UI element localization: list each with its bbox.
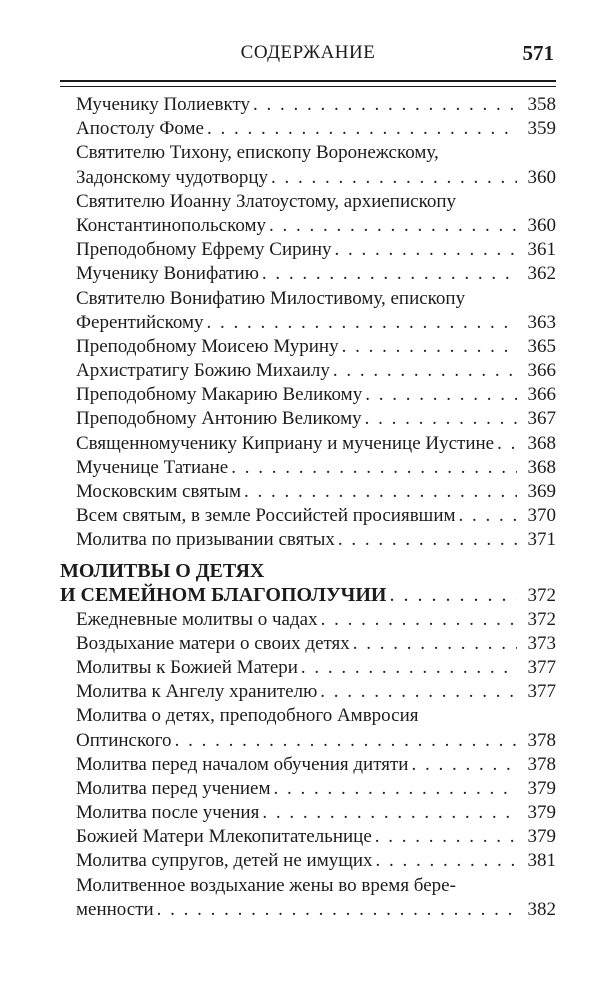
section-title-text: МОЛИТВЫ О ДЕТЯХ [60, 559, 265, 582]
entry-page-number: 373 [527, 632, 556, 654]
entry-title-text: Константинопольскому [76, 214, 267, 236]
page-number: 571 [522, 41, 554, 65]
toc-entry [60, 608, 556, 632]
toc-entry [60, 777, 556, 801]
entry-page-number: 366 [527, 360, 556, 382]
toc-entry [60, 190, 556, 238]
toc-line [60, 825, 556, 849]
toc-line [60, 480, 556, 504]
toc-line [60, 335, 556, 359]
entry-title-text: Мученику Полиевкту [76, 94, 251, 115]
entry-title-text: Ежедневные молитвы о чадах [76, 608, 318, 630]
toc-line [60, 559, 556, 584]
toc-line [60, 898, 556, 922]
toc-entry [60, 680, 556, 704]
entry-title-text: Преподобному Моисею Мурину [76, 335, 339, 357]
dot-leader [274, 777, 517, 801]
toc-entry [60, 656, 556, 680]
entry-page-number: 371 [527, 529, 556, 551]
dot-leader [207, 117, 517, 141]
section-title-text: И СЕМЕЙНОМ БЛАГОПОЛУЧИИ [60, 584, 387, 607]
entry-title-text: Преподобному Ефрему Сирину [76, 239, 332, 261]
toc-entry [60, 704, 556, 752]
dot-leader [271, 166, 517, 190]
entry-title-text: Преподобному Макарию Великому [76, 384, 363, 406]
entry-page-number: 382 [527, 898, 556, 920]
entry-title-text: Преподобному Антонию Великому [76, 408, 362, 430]
dot-leader [376, 849, 517, 873]
entry-title-text: Оптинского [76, 729, 172, 751]
toc-line [60, 141, 556, 165]
toc-entry [60, 407, 556, 431]
toc-line [60, 528, 556, 552]
entry-title-text: Архистратигу Божию Михаилу [76, 360, 330, 382]
dot-leader [321, 608, 517, 632]
toc-entry [60, 93, 556, 117]
entry-title-text: Святителю Вонифатию Милостивому, епископу [76, 287, 466, 309]
toc-line [60, 383, 556, 407]
toc-entry [60, 287, 556, 335]
toc-line [60, 432, 556, 456]
page-header [60, 38, 556, 74]
entry-title-text: Молитвенное воздыхание жены во время бере- [76, 874, 456, 896]
entry-page-number: 359 [527, 118, 556, 140]
toc-entry [60, 632, 556, 656]
entry-page-number: 369 [527, 481, 556, 502]
dot-leader [375, 825, 517, 849]
entry-page-number: 368 [527, 456, 556, 478]
toc-entry [60, 335, 556, 359]
toc-line [60, 632, 556, 656]
toc-line [60, 359, 556, 383]
dot-leader [365, 407, 517, 431]
entry-title-text: Задонскому чудотворцу [76, 166, 268, 188]
toc-line [60, 583, 556, 608]
toc-entry [60, 456, 556, 480]
toc-entry [60, 432, 556, 456]
dot-leader [269, 214, 517, 238]
entry-page-number: 377 [527, 681, 556, 703]
entry-page-number: 378 [527, 753, 556, 775]
toc-line [60, 777, 556, 801]
dot-leader [253, 93, 517, 117]
toc-entry [60, 504, 556, 528]
toc-line [60, 656, 556, 680]
entry-title-text: Мученику Вонифатию [76, 263, 259, 285]
entry-page-number: 368 [527, 432, 556, 454]
entry-title-text: менности [76, 898, 154, 920]
toc-entry [60, 528, 556, 552]
toc-line [60, 407, 556, 431]
entry-title-text: Молитва после учения [76, 802, 260, 824]
entry-title-text: Молитва перед началом обучения дитяти [76, 753, 409, 775]
toc-entry [60, 801, 556, 825]
toc-line [60, 238, 556, 262]
dot-leader [207, 311, 517, 335]
dot-leader [353, 632, 517, 656]
toc-line [60, 849, 556, 873]
toc-entry [60, 383, 556, 407]
toc-entry [60, 480, 556, 504]
table-of-contents [60, 93, 556, 922]
toc-entry [60, 359, 556, 383]
header-rule-thin [60, 86, 556, 87]
toc-line [60, 753, 556, 777]
toc-line [60, 117, 556, 141]
entry-page-number: 379 [527, 802, 556, 824]
toc-entry [60, 753, 556, 777]
dot-leader [175, 729, 517, 753]
entry-title-text: Молитва супругов, детей не имущих [76, 850, 373, 872]
dot-leader [244, 480, 517, 504]
entry-page-number: 381 [527, 850, 556, 872]
dot-leader [262, 801, 517, 825]
dot-leader [389, 583, 517, 608]
dot-leader [333, 359, 517, 383]
toc-line [60, 729, 556, 753]
entry-page-number: 363 [527, 311, 556, 333]
toc-entry [60, 141, 556, 189]
dot-leader [157, 898, 517, 922]
toc-line [60, 166, 556, 190]
dot-leader [459, 504, 517, 528]
dot-leader [262, 262, 517, 286]
toc-line [60, 801, 556, 825]
dot-leader [335, 238, 518, 262]
entry-title-text: Воздыхание матери о своих детях [76, 632, 350, 654]
page-title: СОДЕРЖАНИЕ [240, 42, 376, 63]
toc-line [60, 214, 556, 238]
entry-page-number: 362 [527, 263, 556, 285]
toc-entry [60, 849, 556, 873]
entry-title-text: Апостолу Фоме [76, 118, 204, 140]
entry-page-number: 372 [527, 585, 556, 607]
toc-entry [60, 874, 556, 922]
toc-line [60, 93, 556, 117]
entry-page-number: 377 [527, 656, 556, 678]
dot-leader [320, 680, 517, 704]
toc-entry [60, 238, 556, 262]
entry-page-number: 370 [527, 505, 556, 527]
toc-line [60, 190, 556, 214]
entry-page-number: 367 [527, 408, 556, 430]
entry-page-number: 378 [527, 729, 556, 751]
entry-title-text: Молитва о детях, преподобного Амвросия [76, 705, 419, 727]
entry-title-text: Священномученику Киприану и мученице Иустине [76, 432, 495, 454]
section-heading [60, 559, 556, 608]
toc-entry [60, 117, 556, 141]
entry-page-number: 358 [527, 94, 556, 115]
dot-leader [365, 383, 517, 407]
entry-title-text: Молитва перед учением [76, 777, 271, 799]
entry-title-text: Святителю Тихону, епископу Воронежскому, [76, 142, 439, 164]
toc-entry [60, 262, 556, 286]
header-rule-thick [60, 80, 556, 82]
toc-line [60, 504, 556, 528]
toc-line [60, 680, 556, 704]
dot-leader [342, 335, 517, 359]
entry-page-number: 366 [527, 384, 556, 406]
entry-page-number: 361 [527, 239, 556, 261]
entry-title-text: Святителю Иоанну Златоустому, архиепископу [76, 190, 457, 212]
entry-page-number: 365 [527, 335, 556, 357]
entry-page-number: 379 [527, 777, 556, 799]
toc-line [60, 456, 556, 480]
entry-title-text: Ферентийскому [76, 311, 204, 333]
entry-title-text: Молитва к Ангелу хранителю [76, 681, 318, 703]
entry-title-text: Молитвы к Божией Матери [76, 656, 298, 678]
entry-title-text: Московским святым [76, 481, 242, 502]
toc-line [60, 704, 556, 728]
entry-page-number: 360 [527, 166, 556, 188]
entry-title-text: Мученице Татиане [76, 456, 229, 478]
toc-line [60, 311, 556, 335]
entry-page-number: 360 [527, 214, 556, 236]
toc-line [60, 874, 556, 898]
dot-leader [338, 528, 517, 552]
toc-line [60, 287, 556, 311]
dot-leader [497, 432, 517, 456]
dot-leader [411, 753, 517, 777]
entry-page-number: 372 [527, 608, 556, 630]
entry-title-text: Всем святым, в земле Российстей просиявшим [76, 505, 456, 527]
dot-leader [231, 456, 517, 480]
entry-title-text: Молитва по призывании святых [76, 529, 335, 551]
entry-title-text: Божией Матери Млекопитательнице [76, 826, 372, 848]
toc-line [60, 262, 556, 286]
toc-line [60, 608, 556, 632]
entry-page-number: 379 [527, 826, 556, 848]
dot-leader [301, 656, 517, 680]
toc-entry [60, 825, 556, 849]
